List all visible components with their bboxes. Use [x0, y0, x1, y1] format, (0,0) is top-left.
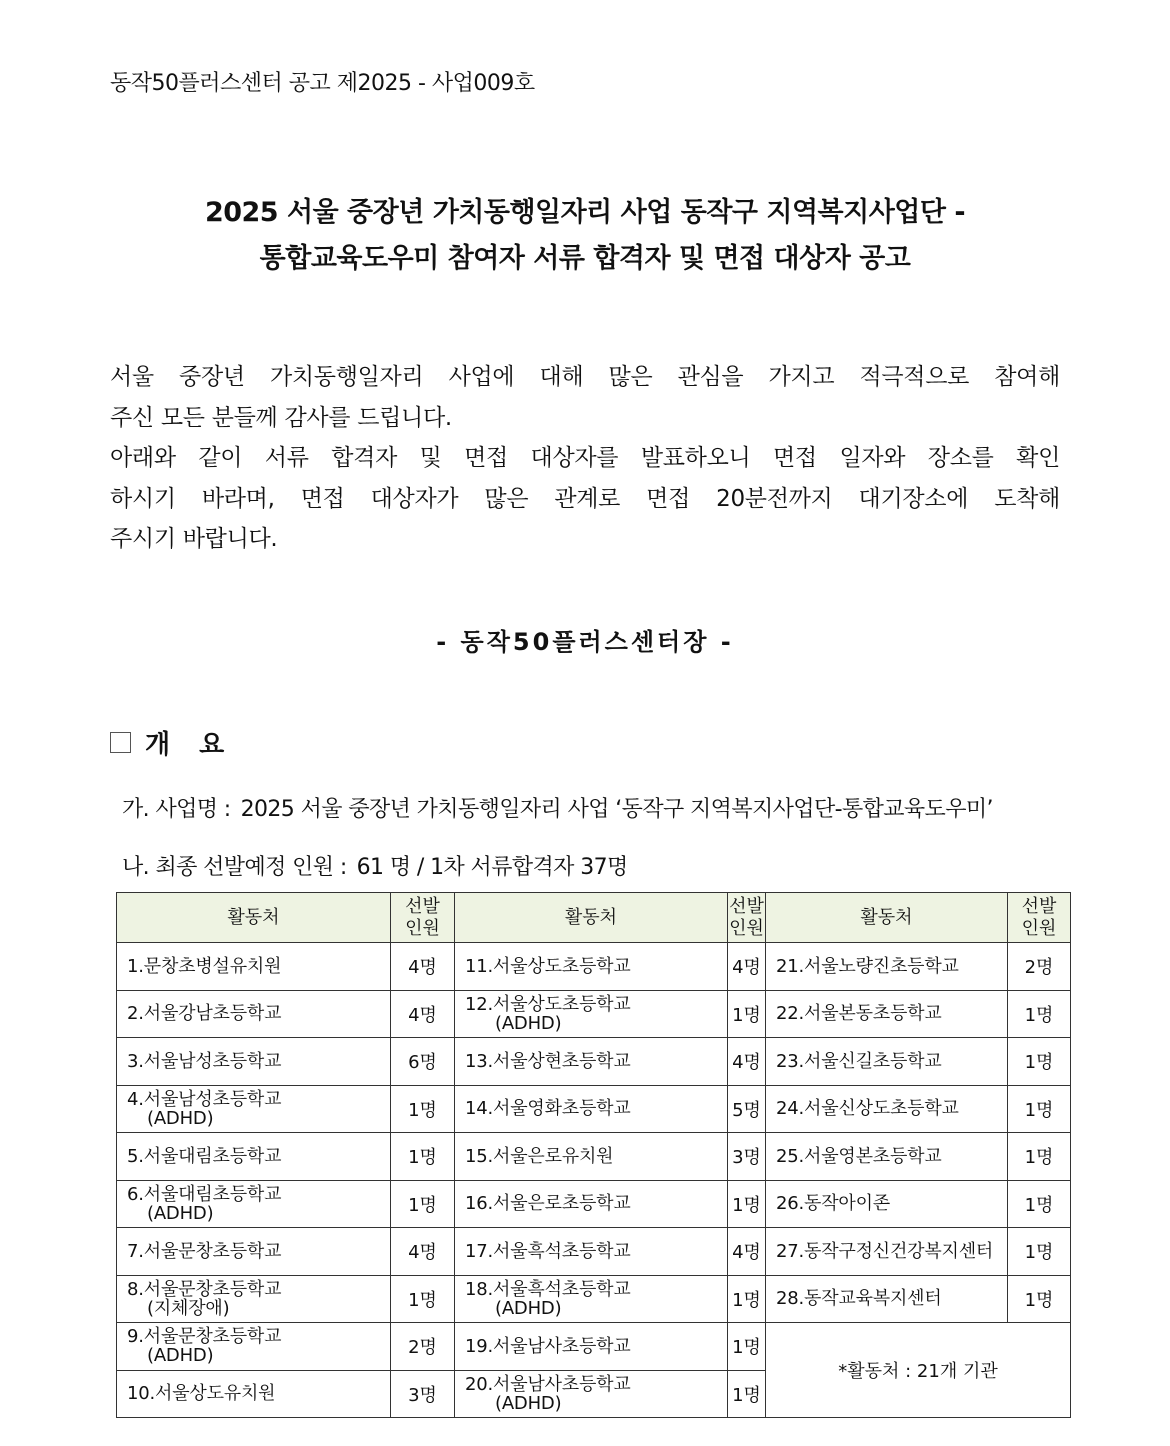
place-name-cell: 7.서울문창초등학교 — [117, 1228, 391, 1276]
body-line: 서울 중장년 가치동행일자리 사업에 대해 많은 관심을 가지고 적극적으로 참여해 — [110, 364, 1060, 390]
table-row — [117, 943, 1071, 991]
header-count: 선발 인원 — [391, 893, 455, 943]
place-name-cell: 18.서울흑석초등학교 (ADHD) — [455, 1275, 728, 1323]
announcement-body — [110, 357, 1060, 560]
place-name-cell: 25.서울영본초등학교 — [766, 1133, 1008, 1181]
document-number: 동작50플러스센터 공고 제2025 - 사업009호 — [110, 71, 535, 96]
table-row — [117, 1275, 1071, 1323]
table-row — [117, 1085, 1071, 1133]
place-name-cell: 17.서울흑석초등학교 — [455, 1228, 728, 1276]
place-name-cell: 22.서울본동초등학교 — [766, 990, 1008, 1038]
place-name-cell: 14.서울영화초등학교 — [455, 1085, 728, 1133]
place-name-cell: 27.동작구정신건강복지센터 — [766, 1228, 1008, 1276]
place-name-cell: 11.서울상도초등학교 — [455, 943, 728, 991]
count-cell: 4명 — [391, 943, 455, 991]
placement-table — [116, 892, 1071, 1418]
count-cell: 1명 — [1008, 1228, 1071, 1276]
place-name-cell: 10.서울상도유치원 — [117, 1370, 391, 1418]
header-place: 활동처 — [455, 893, 728, 943]
count-cell: 1명 — [1008, 1085, 1071, 1133]
count-cell: 2명 — [391, 1323, 455, 1371]
place-name-cell: 9.서울문창초등학교 (ADHD) — [117, 1323, 391, 1371]
count-cell: 1명 — [728, 990, 766, 1038]
place-name-cell: 6.서울대림초등학교 (ADHD) — [117, 1180, 391, 1228]
table-row — [117, 990, 1071, 1038]
count-cell: 1명 — [728, 1323, 766, 1371]
count-cell: 1명 — [391, 1275, 455, 1323]
count-cell: 1명 — [391, 1180, 455, 1228]
place-name-cell: 12.서울상도초등학교 (ADHD) — [455, 990, 728, 1038]
place-name-cell: 21.서울노량진초등학교 — [766, 943, 1008, 991]
place-name-cell: 4.서울남성초등학교 (ADHD) — [117, 1085, 391, 1133]
count-cell: 1명 — [728, 1370, 766, 1418]
count-cell: 2명 — [1008, 943, 1071, 991]
count-cell: 1명 — [728, 1275, 766, 1323]
body-line: 주신 모든 분들께 감사를 드립니다. — [110, 404, 452, 431]
section-title: 개 요 — [145, 730, 235, 760]
count-cell: 1명 — [1008, 1180, 1071, 1228]
item-key: 가. 사업명 : — [122, 797, 231, 822]
count-cell: 1명 — [1008, 1038, 1071, 1086]
header-place: 활동처 — [117, 893, 391, 943]
count-cell: 1명 — [391, 1133, 455, 1181]
place-name-cell: 24.서울신상도초등학교 — [766, 1085, 1008, 1133]
item-value: 61 명 / 1차 서류합격자 37명 — [356, 855, 628, 880]
header-count: 선발 인원 — [728, 893, 766, 943]
body-line: 아래와 같이 서류 합격자 및 면접 대상자를 발표하오니 면접 일자와 장소를 확인 — [110, 445, 1060, 471]
place-name-cell: 3.서울남성초등학교 — [117, 1038, 391, 1086]
count-cell: 3명 — [728, 1133, 766, 1181]
page-title-line-1: 2025 서울 중장년 가치동행일자리 사업 동작구 지역복지사업단 - — [204, 197, 966, 228]
table-row — [117, 1323, 1071, 1371]
count-cell: 5명 — [728, 1085, 766, 1133]
table-header-row — [117, 893, 1071, 943]
count-cell: 1명 — [391, 1085, 455, 1133]
place-name-cell: 26.동작아이존 — [766, 1180, 1008, 1228]
place-name-cell: 16.서울은로초등학교 — [455, 1180, 728, 1228]
body-line: 주시기 바랍니다. — [110, 526, 278, 552]
count-cell: 3명 — [391, 1370, 455, 1418]
table-row — [117, 1228, 1071, 1276]
count-cell: 1명 — [1008, 1275, 1071, 1323]
place-name-cell: 20.서울남사초등학교 (ADHD) — [455, 1370, 728, 1418]
place-name-cell: 23.서울신길초등학교 — [766, 1038, 1008, 1086]
place-name-cell: 1.문창초병설유치원 — [117, 943, 391, 991]
count-cell: 1명 — [1008, 1133, 1071, 1181]
overview-item-project-name — [122, 792, 993, 823]
place-name-cell: 15.서울은로유치원 — [455, 1133, 728, 1181]
place-name-cell: 19.서울남사초등학교 — [455, 1323, 728, 1371]
checkbox-square-icon — [110, 732, 131, 753]
table-row — [117, 1133, 1071, 1181]
page-title-line-2: 통합교육도우미 참여자 서류 합격자 및 면접 대상자 공고 — [259, 243, 911, 274]
section-heading-overview — [110, 724, 234, 761]
count-cell: 4명 — [391, 990, 455, 1038]
header-count: 선발 인원 — [1008, 893, 1071, 943]
count-cell: 4명 — [391, 1228, 455, 1276]
place-name-cell: 28.동작교육복지센터 — [766, 1275, 1008, 1323]
table-row — [117, 1180, 1071, 1228]
item-value: 2025 서울 중장년 가치동행일자리 사업 ‘동작구 지역복지사업단-통합교육도우미’ — [240, 797, 993, 822]
count-cell: 4명 — [728, 1038, 766, 1086]
count-cell: 4명 — [728, 1228, 766, 1276]
count-cell: 4명 — [728, 943, 766, 991]
place-name-cell: 5.서울대림초등학교 — [117, 1133, 391, 1181]
place-name-cell: 2.서울강남초등학교 — [117, 990, 391, 1038]
table-row — [117, 1038, 1071, 1086]
table-note: *활동처 : 21개 기관 — [766, 1323, 1071, 1418]
header-place: 활동처 — [766, 893, 1008, 943]
count-cell: 1명 — [1008, 990, 1071, 1038]
place-name-cell: 13.서울상현초등학교 — [455, 1038, 728, 1086]
body-line: 하시기 바라며, 면접 대상자가 많은 관계로 면접 20분전까지 대기장소에 도착해 — [110, 485, 1060, 512]
signature: - 동작50플러스센터장 - — [436, 628, 734, 656]
overview-item-headcount — [122, 850, 628, 881]
count-cell: 6명 — [391, 1038, 455, 1086]
count-cell: 1명 — [728, 1180, 766, 1228]
place-name-cell: 8.서울문창초등학교 (지체장애) — [117, 1275, 391, 1323]
item-key: 나. 최종 선발예정 인원 : — [122, 855, 347, 880]
